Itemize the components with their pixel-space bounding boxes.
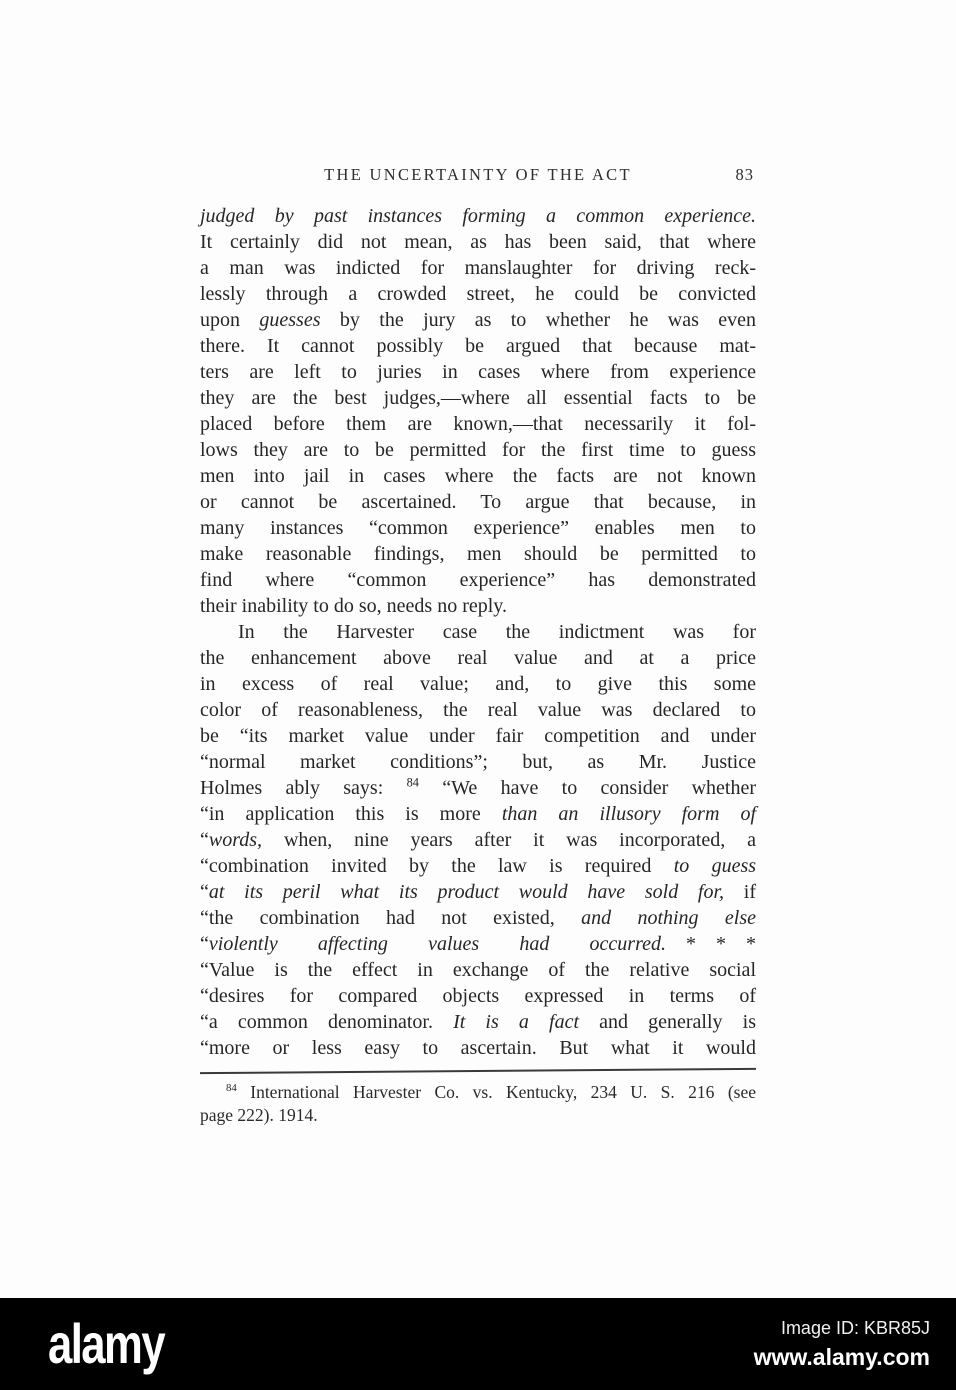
text-line: the enhancement above real value and at a price — [200, 647, 756, 669]
text-line: In the Harvester case the indictment was for — [238, 621, 756, 643]
text-line: “words, when, nine years after it was incorporated, a — [200, 829, 756, 851]
text-line: “Value is the effect in exchange of the relative social — [200, 959, 756, 981]
text-line: or cannot be ascertained. To argue that because, in — [200, 491, 756, 513]
image-id-label: Image ID: KBR85J — [780, 1317, 930, 1338]
text-line: many instances “common experience” enables men to — [200, 517, 756, 539]
text-line: men into jail in cases where the facts are not known — [200, 465, 756, 487]
text-line: “combination invited by the law is required to guess — [200, 855, 757, 877]
text-line: “a common denominator. It is a fact and generally is — [200, 1011, 757, 1033]
text-line: upon guesses by the jury as to whether he was even — [200, 309, 757, 331]
text-line: be “its market value under fair competition and under — [200, 725, 756, 747]
text-line: color of reasonableness, the real value was declared to — [200, 699, 756, 721]
text-line: “normal market conditions”; but, as Mr. Justice — [200, 751, 756, 773]
text-line: “the combination had not existed, and nothing else — [200, 907, 756, 929]
text-line: their inability to do so, needs no reply. — [200, 595, 507, 617]
alamy-url-label: www.alamy.com — [753, 1343, 930, 1370]
running-title: THE UNCERTAINTY OF THE ACT — [324, 165, 632, 184]
text-line: lessly through a crowded street, he could be convicted — [200, 283, 756, 305]
text-line: Holmes ably says: $^{84}$ “We have to consider whether — [200, 775, 756, 799]
text-line: lows they are to be permitted for the first time to guess — [200, 439, 756, 461]
text-line: judged by past instances forming a common experience. — [200, 205, 756, 227]
text-line: “in application this is more than an illusory form of — [200, 803, 756, 825]
text-line: “more or less easy to ascertain. But what it would — [200, 1037, 756, 1059]
page-text-column — [200, 165, 756, 1127]
page-header — [200, 165, 756, 189]
text-line: “at its peril what its product would have sold for, if — [200, 881, 757, 903]
text-line: page 222). 1914. — [200, 1105, 318, 1125]
body-text — [200, 203, 756, 1061]
text-line: a man was indicted for manslaughter for driving reck- — [200, 257, 756, 279]
alamy-logo: alamy — [48, 1312, 165, 1375]
page-number: 83 — [735, 165, 754, 184]
text-line: placed before them are known,—that necessarily it fol- — [200, 413, 756, 435]
text-line: make reasonable findings, men should be permitted to — [200, 543, 756, 565]
footnote-text — [200, 1081, 756, 1127]
watermark-info — [754, 1318, 930, 1371]
text-line: ters are left to juries in cases where from experience — [200, 361, 756, 383]
text-line: “violently affecting values had occurred. * * * — [200, 933, 756, 955]
text-line: they are the best judges,—where all essential facts to be — [200, 387, 756, 409]
text-line: find where “common experience” has demonstrated — [200, 569, 756, 591]
watermark-bar — [0, 1298, 956, 1390]
footnote-separator-rule — [200, 1068, 756, 1074]
text-line: there. It cannot possibly be argued that because mat- — [200, 335, 756, 357]
text-line: It certainly did not mean, as has been said, that where — [200, 231, 756, 253]
text-line: “desires for compared objects expressed in terms of — [200, 985, 756, 1007]
text-line: in excess of real value; and, to give this some — [200, 673, 756, 695]
text-line: $^{84}$ International Harvester Co. vs. Kentucky, 234 U. S. 216 (see — [226, 1082, 756, 1102]
